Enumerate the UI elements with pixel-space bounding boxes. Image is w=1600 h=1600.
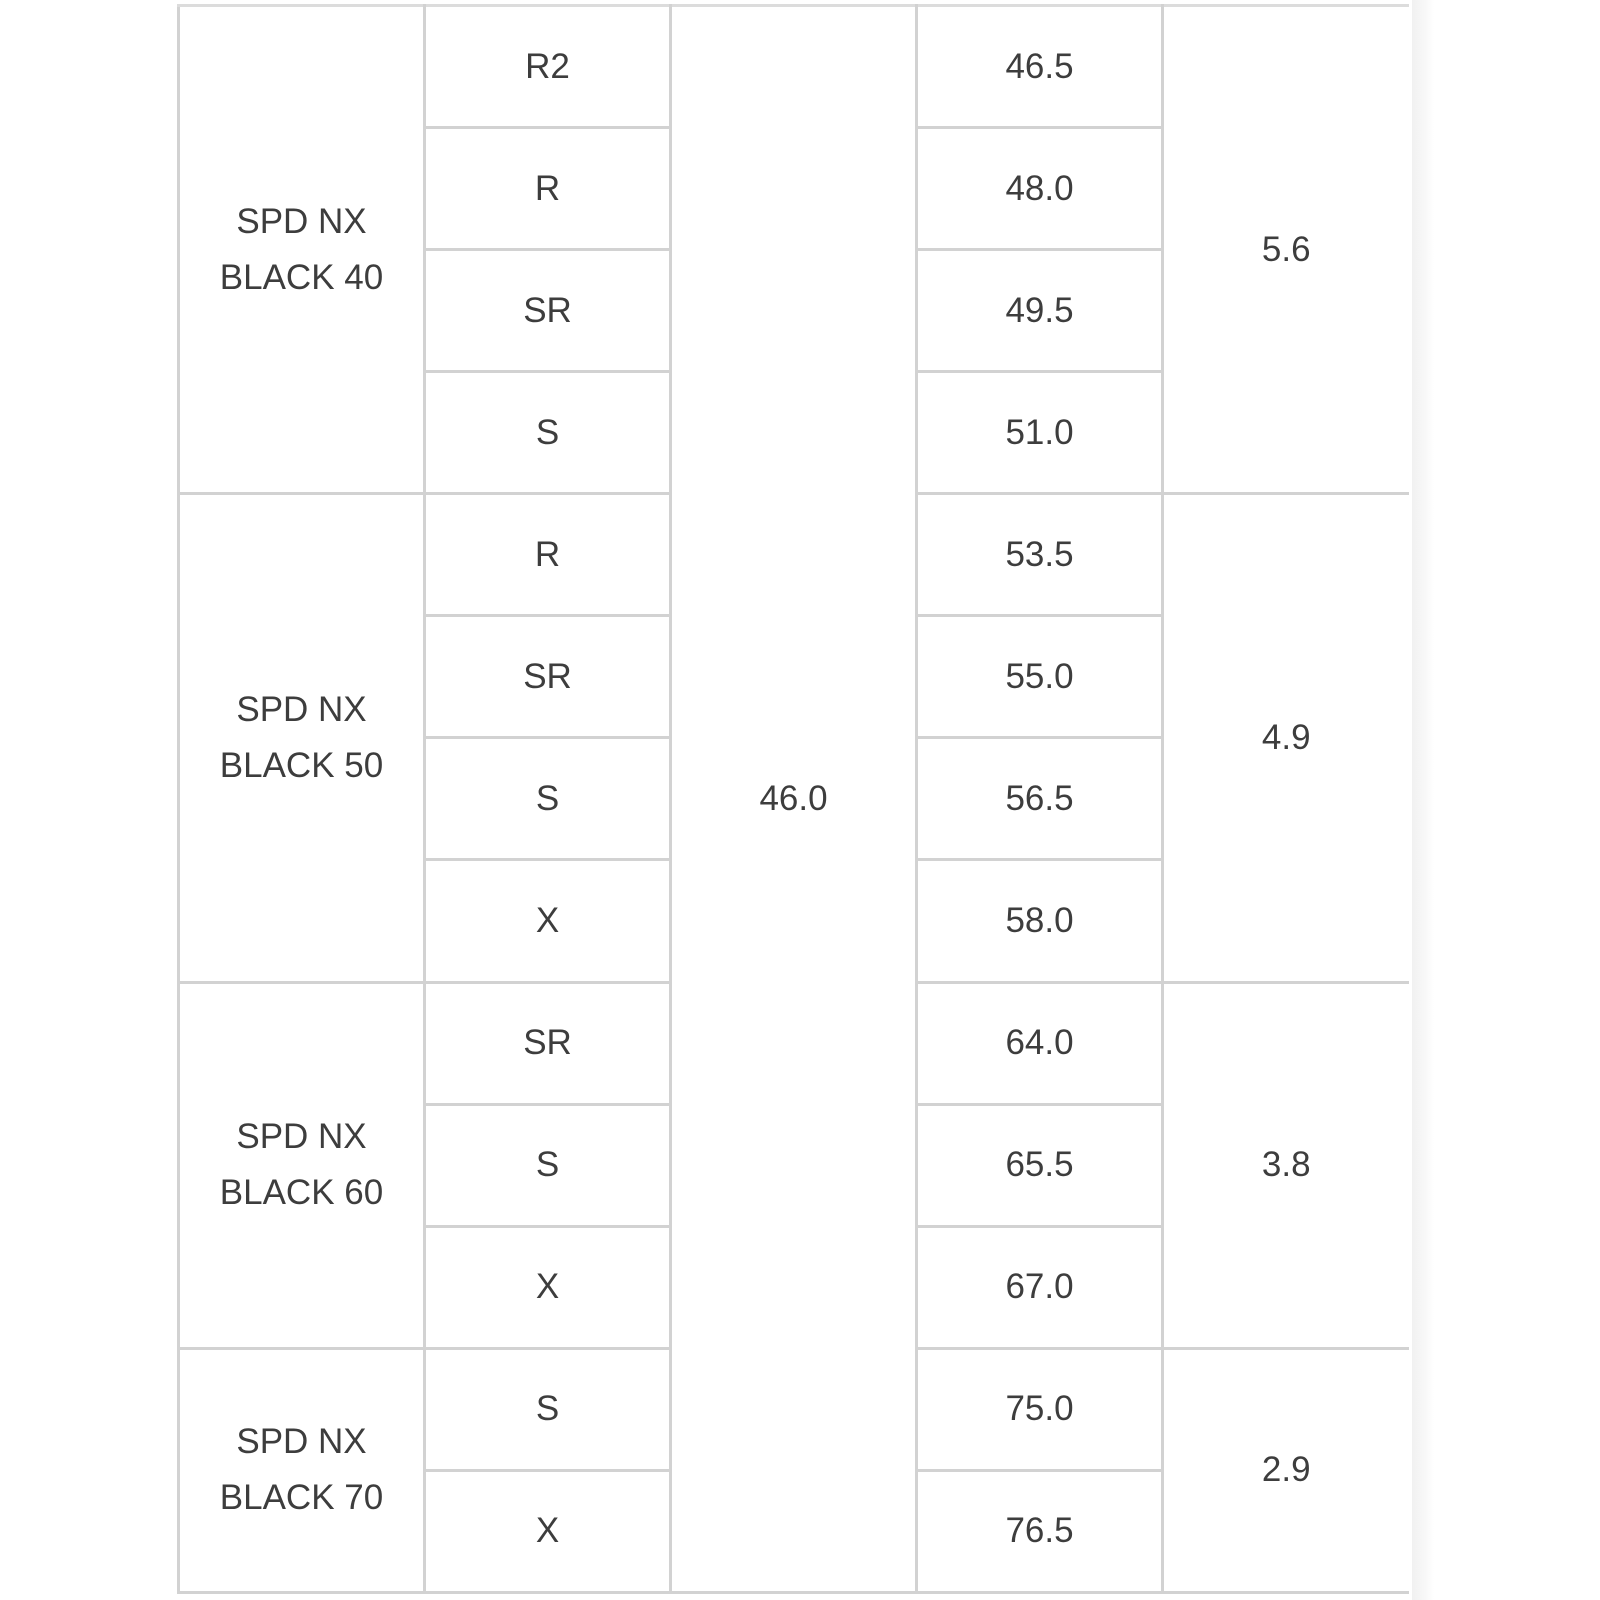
flex-cell: SR — [425, 982, 671, 1104]
flex-cell: R2 — [425, 6, 671, 128]
model-variant: BLACK 60 — [219, 1173, 384, 1213]
flex-cell: X — [425, 1470, 671, 1592]
model-cell — [179, 494, 425, 982]
torque-cell: 3.8 — [1163, 982, 1409, 1348]
length-cell: 46.0 — [671, 6, 917, 1593]
model-name: SPD NX — [236, 201, 367, 241]
torque-cell: 4.9 — [1163, 494, 1409, 982]
weight-cell: 53.5 — [917, 494, 1163, 616]
weight-cell: 55.0 — [917, 616, 1163, 738]
shaft-spec-table — [177, 4, 1409, 1594]
weight-cell: 49.5 — [917, 250, 1163, 372]
weight-cell: 46.5 — [917, 6, 1163, 128]
weight-cell: 58.0 — [917, 860, 1163, 982]
model-cell — [179, 1348, 425, 1592]
model-name: SPD NX — [236, 1117, 367, 1157]
weight-cell: 76.5 — [917, 1470, 1163, 1592]
weight-cell: 75.0 — [917, 1348, 1163, 1470]
flex-cell: S — [425, 1348, 671, 1470]
model-cell — [179, 6, 425, 494]
flex-cell: R — [425, 494, 671, 616]
weight-cell: 51.0 — [917, 372, 1163, 494]
flex-cell: S — [425, 1104, 671, 1226]
flex-cell: R — [425, 128, 671, 250]
torque-cell: 2.9 — [1163, 1348, 1409, 1592]
flex-cell: SR — [425, 250, 671, 372]
model-name: SPD NX — [236, 1422, 367, 1462]
torque-cell: 5.6 — [1163, 6, 1409, 494]
flex-cell: X — [425, 1226, 671, 1348]
weight-cell: 64.0 — [917, 982, 1163, 1104]
model-name: SPD NX — [236, 689, 367, 729]
model-variant: BLACK 50 — [219, 745, 384, 785]
flex-cell: X — [425, 860, 671, 982]
page-edge-shadow — [1412, 0, 1434, 1600]
weight-cell: 65.5 — [917, 1104, 1163, 1226]
model-cell — [179, 982, 425, 1348]
model-variant: BLACK 40 — [219, 257, 384, 297]
flex-cell: S — [425, 372, 671, 494]
weight-cell: 56.5 — [917, 738, 1163, 860]
weight-cell: 67.0 — [917, 1226, 1163, 1348]
table-row — [179, 6, 1409, 128]
flex-cell: S — [425, 738, 671, 860]
weight-cell: 48.0 — [917, 128, 1163, 250]
flex-cell: SR — [425, 616, 671, 738]
model-variant: BLACK 70 — [219, 1478, 384, 1518]
